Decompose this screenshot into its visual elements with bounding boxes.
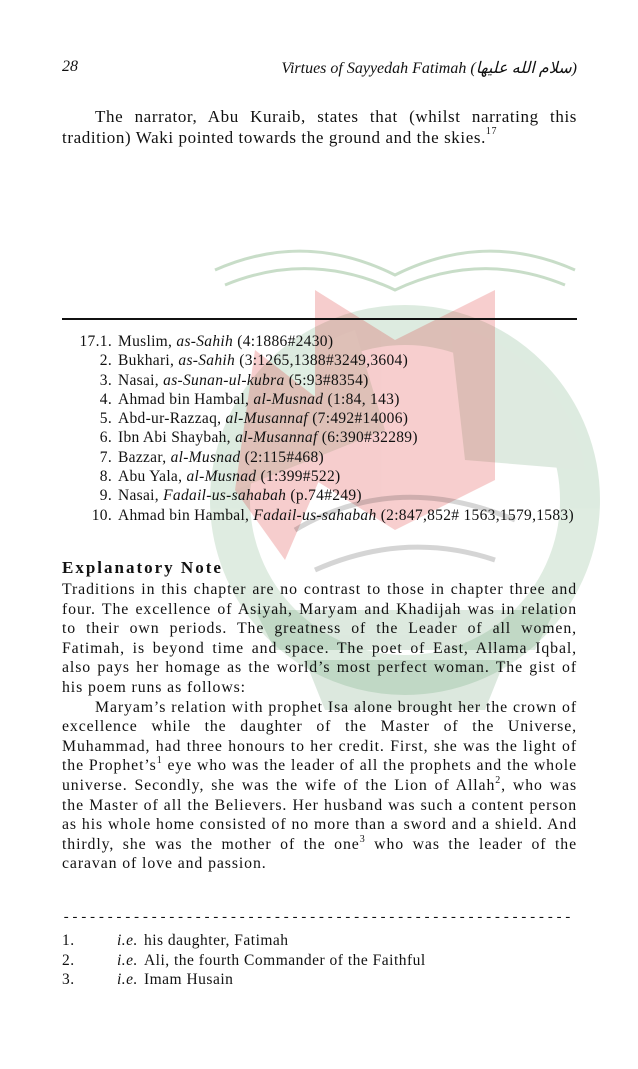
- footnote-divider: [62, 318, 577, 320]
- running-title: Virtues of Sayyedah Fatimah (سلام الله عليها): [281, 60, 577, 77]
- reference-item: 3. Nasai, as-Sunan-ul-kubra (5:93#8354): [99, 371, 369, 389]
- reference-item: 9. Nasai, Fadail-us-sahabah (p.74#249): [99, 487, 362, 505]
- reference-item: 6. Ibn Abi Shaybah, al-Musannaf (6:390#32289): [99, 429, 418, 447]
- footnote-17-references: [62, 332, 577, 525]
- reference-item: 8. Abu Yala, al-Musnad (1:399#522): [99, 468, 341, 486]
- reference-item: 7. Bazzar, al-Musnad (2:115#468): [99, 448, 324, 466]
- reference-item: 2. Bukhari, as-Sahih (3:1265,1388#3249,3604): [99, 352, 409, 370]
- note-item: 3. i.e. Imam Husain: [62, 971, 234, 989]
- reference-item: 17.1. Muslim, as-Sahih (4:1886#2430): [79, 333, 334, 350]
- note-item: 2. i.e. Ali, the fourth Commander of the Faithful: [62, 951, 426, 969]
- note-item: 1. i.e. his daughter, Fatimah: [62, 932, 289, 949]
- page-header: [62, 58, 577, 80]
- notes-separator: ----------------------------------------------------------: [62, 910, 573, 926]
- reference-item: 10. Ahmad bin Hambal, Fadail-us-sahabah (2:847,852# 1563,1579,1583): [91, 506, 574, 524]
- reference-item: 5. Abd-ur-Razzaq, al-Musannaf (7:492#14006): [99, 410, 409, 428]
- reference-item: 4. Ahmad bin Hambal, al-Musnad (1:84, 143): [99, 390, 400, 408]
- poem-gist-paragraph: Maryam’s relation with prophet Isa alone brought her the crown of excellence while the daughter of the Master of the Universe, Muhammad, had three honours to her credit. First, she was the light of the $Prophet’s^1$ eye who was the leader of all the prophets and the whole universe. Secondly, she was the wife of the Lion of Allah$^2$, who was the Master of all the Believers. Her husband was such a content person as his whole home consisted of no more than a sword and a shield. And thirdly, she was the mother of the one$^3$ who was the leader of the caravan of love and passion.: [62, 698, 577, 873]
- note-ref-2: 2: [495, 774, 502, 786]
- footnote-ref-17: 17: [485, 126, 498, 137]
- explanatory-paragraph: Traditions in this chapter are no contrast to those in chapter three and four. The excellence of Asiyah, Maryam and Khadijah was in relation to their own periods. The greatness of the Leader of all women, Fatimah, is beyond time and space. The poet of East, Allama Iqbal, also pays her homage as the world’s most perfect woman. The gist of his poem runs as follows:: [62, 581, 577, 696]
- narration-paragraph: The narrator, Abu Kuraib, states that (whilst narrating this tradition) Waki pointed towards the ground and the skies.$^{17}$: [62, 107, 577, 147]
- note-ref-1: 1: [156, 755, 163, 767]
- note-ref-3: 3: [359, 833, 366, 845]
- page-notes: [62, 931, 577, 990]
- explanatory-note-body: [62, 580, 577, 874]
- page-number: 28: [62, 58, 78, 75]
- explanatory-note-heading: Explanatory Note: [62, 558, 223, 577]
